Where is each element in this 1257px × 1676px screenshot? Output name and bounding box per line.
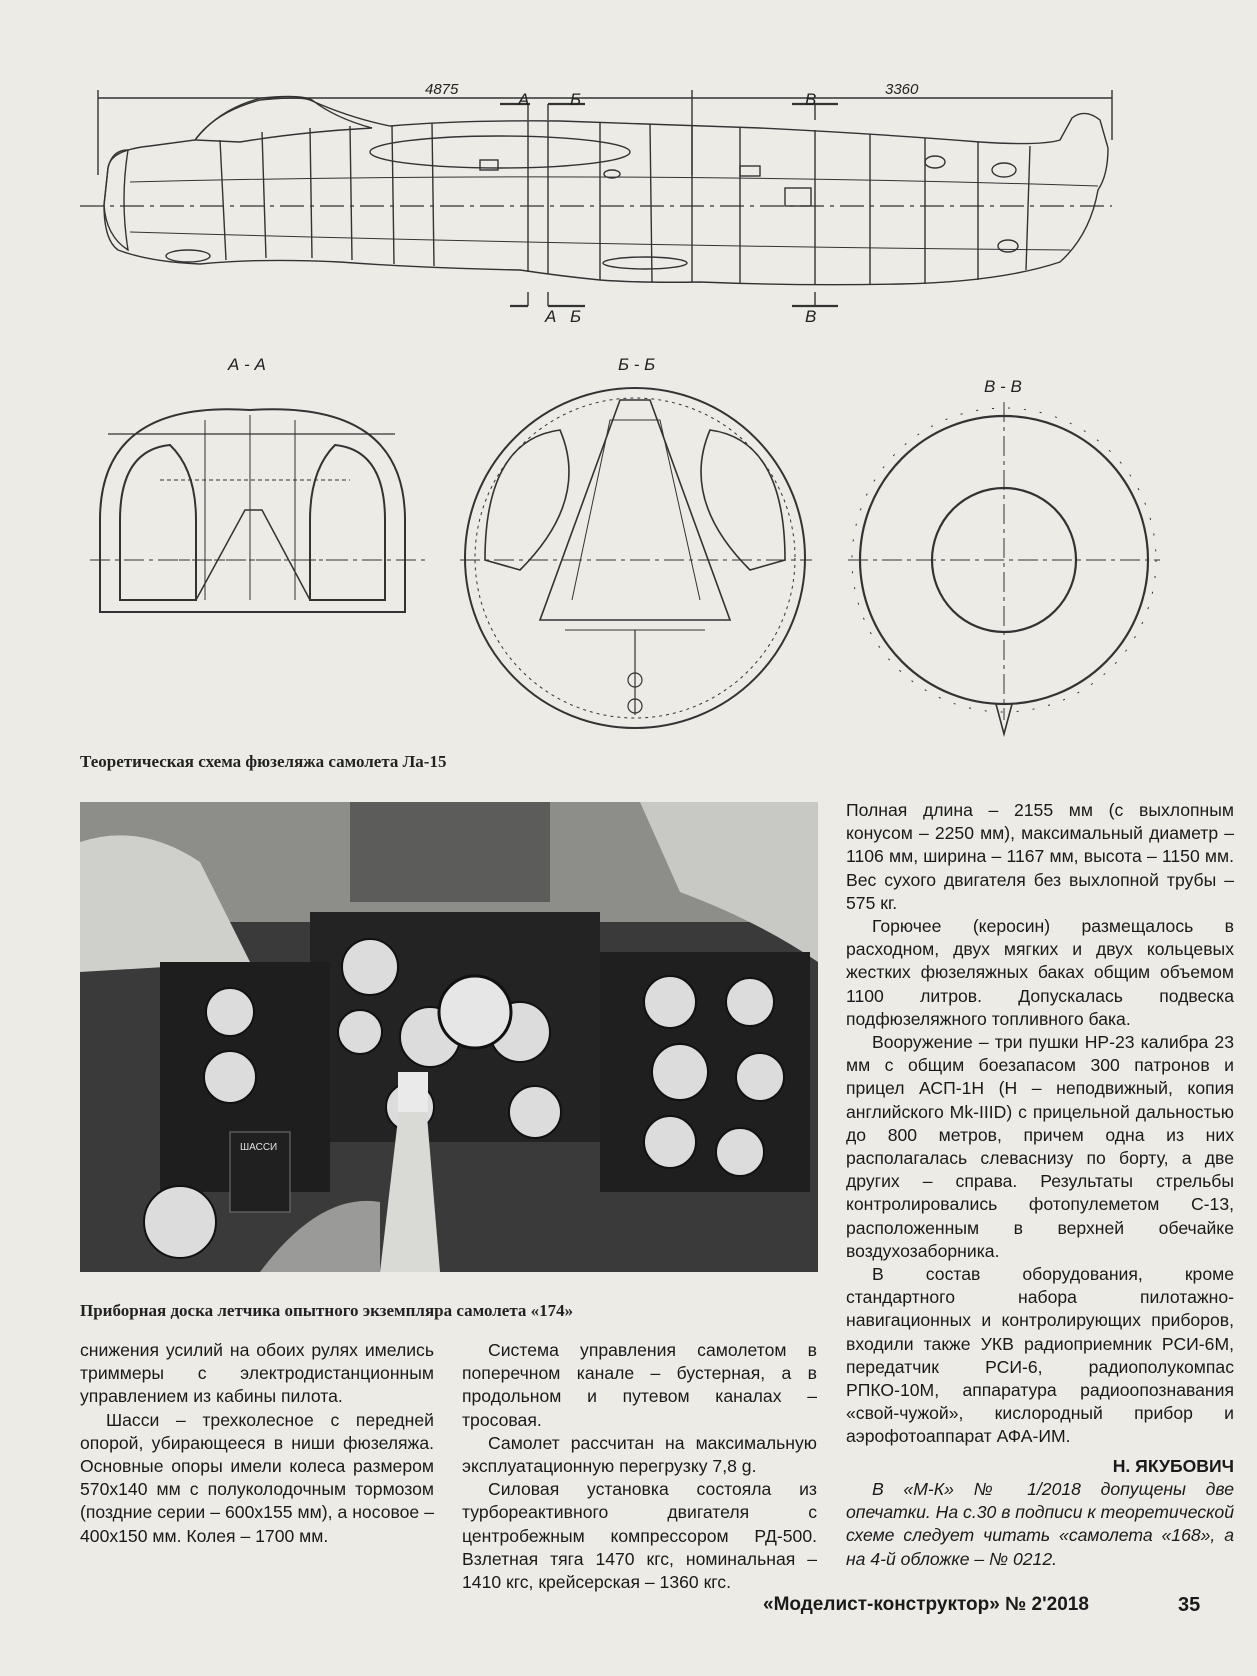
- paragraph: В состав оборудования, кроме стандартного набора пилотажно-навигационных и контролирующих приборов, входили также УКВ радиоприемник РСИ-6М, передатчик РСИ-6, радиополукомпас РПКО-10М, аппаратура радиоопознавания «свой-чужой», кислородный прибор и аэрофотоаппарат АФА-ИМ.: [846, 1264, 1234, 1447]
- cockpit-photo: [80, 802, 818, 1272]
- section-bb: [465, 388, 805, 728]
- page-number: 35: [1178, 1594, 1201, 1616]
- cockpit-instrument-panel-image: [80, 802, 818, 1272]
- paragraph: Вооружение – три пушки НР-23 калибра 23 мм с общим боезапасом 300 патронов и прицел АСП-1Н (Н – неподвижный, копия английского Mk-IIID) с прицельной дальностью до 800 метров, причем одна из них располагалась слеваснизу по борту, а две других – справа. Результаты стрельбы контролировались фотопулеметом С-13, расположенным в верхней обечайке воздухозаборника.: [846, 1032, 1234, 1261]
- section-bb-label: Б - Б: [618, 355, 656, 374]
- erratum-note: В «М-К» № 1/2018 допущены две опечатки. На с.30 в подписи к теоретической схеме следует читать «самолета «168», а на 4-й обложке – № 0212.: [846, 1478, 1234, 1569]
- section-aa: [100, 409, 405, 612]
- cut-b-top: Б: [570, 90, 582, 109]
- fuselage-schematic: [0, 0, 1257, 740]
- cut-a-bottom: А: [545, 307, 557, 326]
- article-column-right: [846, 799, 1234, 1571]
- author-signature: Н. ЯКУБОВИЧ: [1112, 1455, 1234, 1476]
- paragraph: Полная длина – 2155 мм (с выхлопным конусом – 2250 мм), максимальный диаметр – 1106 мм, ширина – 1167 мм, высота – 1150 мм. Вес сухого двигателя без выхлопной трубы – 575 кг.: [846, 800, 1234, 913]
- paragraph: Самолет рассчитан на максимальную эксплуатационную перегрузку 7,8 g.: [462, 1432, 817, 1477]
- cut-a-top: А: [518, 90, 530, 109]
- gear-placard: ШАССИ: [240, 1142, 278, 1153]
- cut-v-bottom: В: [805, 307, 817, 326]
- dimension-front: 4875: [425, 81, 459, 98]
- article-column-left: [80, 1339, 434, 1548]
- paragraph: Силовая установка состояла из турбореактивного двигателя с центробежным компрессором РД-500. Взлетная тяга 1470 кгс, номинальная – 1410 кгс, крейсерская – 1360 кгс.: [462, 1479, 817, 1593]
- drawing-caption: Теоретическая схема фюзеляжа самолета Ла-15: [80, 752, 447, 771]
- paragraph: Система управления самолетом в поперечном канале – бустерная, а в продольном и путевом каналах – тросовая.: [462, 1340, 817, 1430]
- article-column-middle: [462, 1339, 817, 1594]
- paragraph: Горючее (керосин) размещалось в расходном, двух мягких и двух кольцевых жестких фюзеляжных баках общим объемом 1100 литров. Допускалась подвеска подфюзеляжного топливного бака.: [846, 916, 1234, 1029]
- magazine-title-footer: «Моделист-конструктор» № 2'2018: [763, 1594, 1089, 1615]
- section-vv-label: В - В: [984, 377, 1022, 396]
- cut-b-bottom: Б: [570, 307, 582, 326]
- dimension-rear: 3360: [885, 81, 919, 98]
- paragraph: снижения усилий на обоих рулях имелись триммеры с электродистанционным управлением из кабины пилота.: [80, 1340, 434, 1407]
- photo-caption: Приборная доска летчика опытного экземпляра самолета «174»: [80, 1301, 574, 1320]
- paragraph: Шасси – трехколесное с передней опорой, убирающееся в ниши фюзеляжа. Основные опоры имели колеса размером 570х140 мм с полуколодочным тормозом (поздние серии – 600х155 мм), а носовое – 400х150 мм. Колея – 1700 мм.: [80, 1409, 434, 1546]
- cut-v-top: В: [805, 90, 817, 109]
- section-aa-label: А - А: [228, 355, 266, 374]
- fuselage-drawing: [0, 0, 1257, 740]
